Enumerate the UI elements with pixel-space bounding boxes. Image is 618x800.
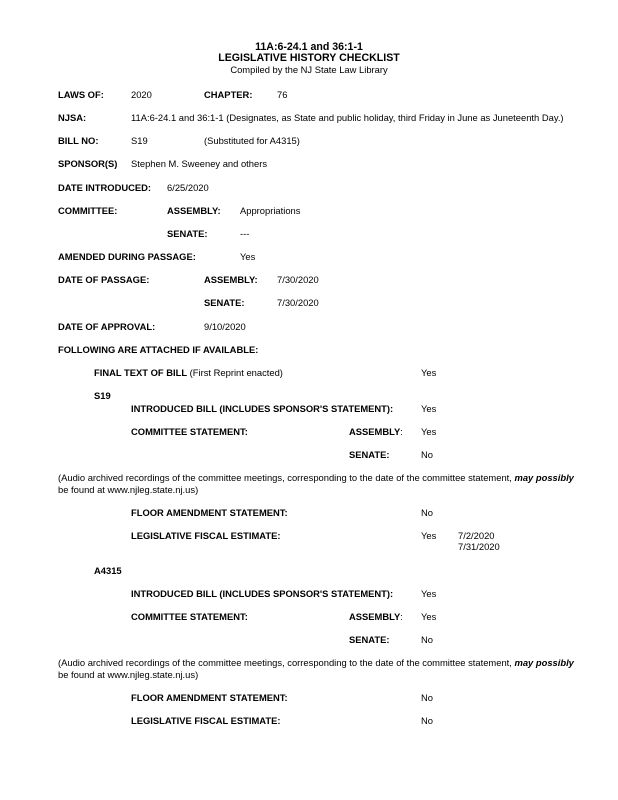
s19-audio-note: (Audio archived recordings of the committee meetings, corresponding to the date of the committee statement, may possibly be found at www.njleg.state.nj.us) <box>58 472 574 495</box>
bill-no-label: BILL NO: <box>58 135 99 146</box>
laws-of-value: 2020 <box>131 89 152 100</box>
s19-senate-value: No <box>421 449 433 460</box>
a4315-audio-note: (Audio archived recordings of the committee meetings, corresponding to the date of the committee statement, may possibly be found at www.njleg.state.nj.us) <box>58 657 574 680</box>
s19-committee-label: COMMITTEE STATEMENT: <box>131 426 248 437</box>
s19-floor-value: No <box>421 507 433 518</box>
date-of-approval-label: DATE OF APPROVAL: <box>58 321 156 332</box>
committee-senate-value: --- <box>240 228 250 239</box>
s19-senate-label: SENATE: <box>349 449 390 460</box>
s19-floor-label: FLOOR AMENDMENT STATEMENT: <box>131 507 288 518</box>
s19-assembly-value: Yes <box>421 426 437 437</box>
passage-senate-value: 7/30/2020 <box>277 297 319 308</box>
attached-heading: FOLLOWING ARE ATTACHED IF AVAILABLE: <box>58 344 259 355</box>
njsa-value: 11A:6-24.1 and 36:1-1 (Designates, as State and public holiday, third Friday in June as Juneteenth Day.) <box>131 112 564 123</box>
s19-audio-note-emphasis: may possibly <box>514 472 574 483</box>
a4315-committee-label: COMMITTEE STATEMENT: <box>131 611 248 622</box>
amended-label: AMENDED DURING PASSAGE: <box>58 251 196 262</box>
a4315-heading: A4315 <box>94 565 122 576</box>
bill-no-value: S19 <box>131 135 148 146</box>
s19-heading: S19 <box>94 390 111 401</box>
committee-assembly-label: ASSEMBLY: <box>167 205 221 216</box>
sponsors-label: SPONSOR(S) <box>58 158 118 169</box>
a4315-assembly-value: Yes <box>421 611 437 622</box>
chapter-label: CHAPTER: <box>204 89 253 100</box>
document-title-line2: LEGISLATIVE HISTORY CHECKLIST <box>218 52 400 64</box>
date-of-passage-label: DATE OF PASSAGE: <box>58 274 150 285</box>
passage-senate-label: SENATE: <box>204 297 245 308</box>
document-title-line1: 11A:6-24.1 and 36:1-1 <box>255 41 363 53</box>
s19-fiscal-date2: 7/31/2020 <box>458 541 500 552</box>
a4315-fiscal-value: No <box>421 715 433 726</box>
a4315-introduced-value: Yes <box>421 588 437 599</box>
date-of-approval-value: 9/10/2020 <box>204 321 246 332</box>
chapter-value: 76 <box>277 89 288 100</box>
s19-assembly-label-row: ASSEMBLY: <box>349 426 403 437</box>
compiled-by: Compiled by the NJ State Law Library <box>230 64 388 75</box>
laws-of-label: LAWS OF: <box>58 89 104 100</box>
committee-assembly-value: Appropriations <box>240 205 301 216</box>
a4315-fiscal-label: LEGISLATIVE FISCAL ESTIMATE: <box>131 715 281 726</box>
amended-value: Yes <box>240 251 256 262</box>
a4315-audio-note-emphasis: may possibly <box>514 657 574 668</box>
passage-assembly-value: 7/30/2020 <box>277 274 319 285</box>
njsa-label: NJSA: <box>58 112 87 123</box>
a4315-senate-value: No <box>421 634 433 645</box>
sponsors-value: Stephen M. Sweeney and others <box>131 158 268 169</box>
a4315-assembly-label: ASSEMBLY <box>349 611 401 622</box>
final-text-label: FINAL TEXT OF BILL <box>94 367 188 378</box>
s19-fiscal-value: Yes <box>421 530 437 541</box>
s19-introduced-label: INTRODUCED BILL (INCLUDES SPONSOR'S STATEMENT): <box>131 403 394 414</box>
s19-fiscal-date1: 7/2/2020 <box>458 530 495 541</box>
date-introduced-value: 6/25/2020 <box>167 182 209 193</box>
bill-no-note: (Substituted for A4315) <box>204 135 300 146</box>
a4315-introduced-label: INTRODUCED BILL (INCLUDES SPONSOR'S STATEMENT): <box>131 588 394 599</box>
s19-assembly-label: ASSEMBLY <box>349 426 401 437</box>
a4315-floor-label: FLOOR AMENDMENT STATEMENT: <box>131 692 288 703</box>
committee-label: COMMITTEE: <box>58 205 118 216</box>
date-introduced-label: DATE INTRODUCED: <box>58 182 152 193</box>
passage-assembly-label: ASSEMBLY: <box>204 274 258 285</box>
a4315-assembly-label-row: ASSEMBLY: <box>349 611 403 622</box>
a4315-floor-value: No <box>421 692 433 703</box>
s19-introduced-value: Yes <box>421 403 437 414</box>
s19-fiscal-label: LEGISLATIVE FISCAL ESTIMATE: <box>131 530 281 541</box>
final-text-note: (First Reprint enacted) <box>189 367 283 378</box>
final-text-row <box>94 367 283 378</box>
final-text-value: Yes <box>421 367 437 378</box>
a4315-senate-label: SENATE: <box>349 634 390 645</box>
committee-senate-label: SENATE: <box>167 228 208 239</box>
